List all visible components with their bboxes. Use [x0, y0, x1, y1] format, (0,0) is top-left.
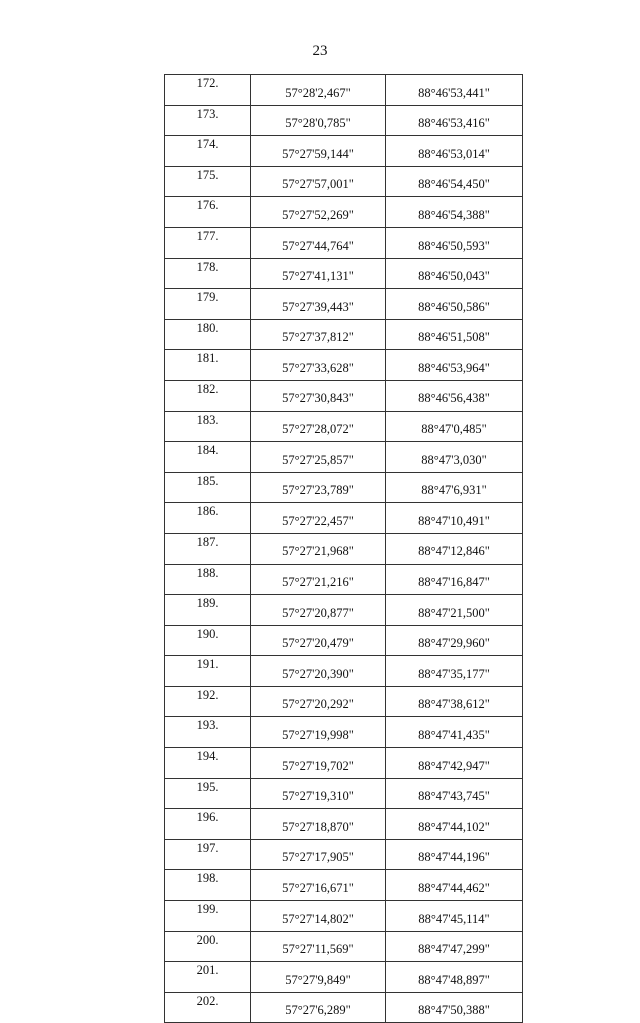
point-number-cell: 179. — [165, 289, 251, 320]
longitude-cell: 88°47'43,745" — [386, 778, 523, 809]
latitude-cell: 57°27'16,671" — [251, 870, 386, 901]
latitude-cell: 57°27'39,443" — [251, 289, 386, 320]
table-row — [165, 472, 523, 503]
table-row — [165, 870, 523, 901]
point-number-cell: 188. — [165, 564, 251, 595]
latitude-cell: 57°27'11,569" — [251, 931, 386, 962]
latitude-cell: 57°27'59,144" — [251, 136, 386, 167]
table-row — [165, 136, 523, 167]
latitude-cell: 57°27'21,216" — [251, 564, 386, 595]
longitude-cell: 88°46'56,438" — [386, 380, 523, 411]
point-number-cell: 192. — [165, 686, 251, 717]
table-row — [165, 839, 523, 870]
latitude-cell: 57°27'19,998" — [251, 717, 386, 748]
table-row — [165, 197, 523, 228]
table-row — [165, 166, 523, 197]
table-row — [165, 227, 523, 258]
table-row — [165, 442, 523, 473]
latitude-cell: 57°27'18,870" — [251, 809, 386, 840]
latitude-cell: 57°27'33,628" — [251, 350, 386, 381]
table-row — [165, 778, 523, 809]
longitude-cell: 88°46'54,388" — [386, 197, 523, 228]
longitude-cell: 88°47'44,102" — [386, 809, 523, 840]
point-number-cell: 174. — [165, 136, 251, 167]
point-number-cell: 178. — [165, 258, 251, 289]
table-row — [165, 595, 523, 626]
longitude-cell: 88°47'16,847" — [386, 564, 523, 595]
table-row — [165, 901, 523, 932]
table-row — [165, 564, 523, 595]
latitude-cell: 57°27'30,843" — [251, 380, 386, 411]
latitude-cell: 57°27'20,390" — [251, 656, 386, 687]
longitude-cell: 88°46'50,586" — [386, 289, 523, 320]
point-number-cell: 177. — [165, 227, 251, 258]
point-number-cell: 199. — [165, 901, 251, 932]
longitude-cell: 88°47'35,177" — [386, 656, 523, 687]
coordinates-table — [164, 74, 523, 1023]
longitude-cell: 88°47'45,114" — [386, 901, 523, 932]
longitude-cell: 88°46'54,450" — [386, 166, 523, 197]
table-row — [165, 503, 523, 534]
longitude-cell: 88°46'53,441" — [386, 75, 523, 106]
table-row — [165, 656, 523, 687]
latitude-cell: 57°27'20,292" — [251, 686, 386, 717]
latitude-cell: 57°27'19,702" — [251, 748, 386, 779]
point-number-cell: 202. — [165, 992, 251, 1023]
point-number-cell: 201. — [165, 962, 251, 993]
page-number: 23 — [312, 43, 328, 59]
latitude-cell: 57°27'6,289" — [251, 992, 386, 1023]
longitude-cell: 88°47'6,931" — [386, 472, 523, 503]
point-number-cell: 193. — [165, 717, 251, 748]
latitude-cell: 57°27'9,849" — [251, 962, 386, 993]
point-number-cell: 196. — [165, 809, 251, 840]
longitude-cell: 88°46'53,416" — [386, 105, 523, 136]
point-number-cell: 191. — [165, 656, 251, 687]
longitude-cell: 88°46'51,508" — [386, 319, 523, 350]
point-number-cell: 181. — [165, 350, 251, 381]
point-number-cell: 195. — [165, 778, 251, 809]
table-row — [165, 350, 523, 381]
point-number-cell: 175. — [165, 166, 251, 197]
point-number-cell: 173. — [165, 105, 251, 136]
table-row — [165, 686, 523, 717]
coordinates-table-body — [165, 75, 523, 1023]
longitude-cell: 88°47'3,030" — [386, 442, 523, 473]
latitude-cell: 57°27'19,310" — [251, 778, 386, 809]
point-number-cell: 186. — [165, 503, 251, 534]
longitude-cell: 88°47'12,846" — [386, 533, 523, 564]
longitude-cell: 88°47'29,960" — [386, 625, 523, 656]
latitude-cell: 57°27'21,968" — [251, 533, 386, 564]
point-number-cell: 194. — [165, 748, 251, 779]
table-row — [165, 258, 523, 289]
longitude-cell: 88°47'44,196" — [386, 839, 523, 870]
latitude-cell: 57°27'14,802" — [251, 901, 386, 932]
table-row — [165, 748, 523, 779]
longitude-cell: 88°46'53,964" — [386, 350, 523, 381]
point-number-cell: 183. — [165, 411, 251, 442]
point-number-cell: 189. — [165, 595, 251, 626]
latitude-cell: 57°27'57,001" — [251, 166, 386, 197]
point-number-cell: 198. — [165, 870, 251, 901]
longitude-cell: 88°47'47,299" — [386, 931, 523, 962]
table-row — [165, 411, 523, 442]
point-number-cell: 172. — [165, 75, 251, 106]
point-number-cell: 190. — [165, 625, 251, 656]
longitude-cell: 88°47'21,500" — [386, 595, 523, 626]
table-row — [165, 962, 523, 993]
longitude-cell: 88°47'10,491" — [386, 503, 523, 534]
latitude-cell: 57°27'52,269" — [251, 197, 386, 228]
longitude-cell: 88°47'41,435" — [386, 717, 523, 748]
table-row — [165, 289, 523, 320]
latitude-cell: 57°27'28,072" — [251, 411, 386, 442]
table-row — [165, 75, 523, 106]
point-number-cell: 180. — [165, 319, 251, 350]
longitude-cell: 88°47'50,388" — [386, 992, 523, 1023]
table-row — [165, 380, 523, 411]
longitude-cell: 88°47'48,897" — [386, 962, 523, 993]
point-number-cell: 176. — [165, 197, 251, 228]
point-number-cell: 182. — [165, 380, 251, 411]
point-number-cell: 200. — [165, 931, 251, 962]
longitude-cell: 88°46'50,593" — [386, 227, 523, 258]
longitude-cell: 88°47'38,612" — [386, 686, 523, 717]
latitude-cell: 57°27'41,131" — [251, 258, 386, 289]
latitude-cell: 57°27'25,857" — [251, 442, 386, 473]
longitude-cell: 88°47'42,947" — [386, 748, 523, 779]
table-row — [165, 319, 523, 350]
table-row — [165, 809, 523, 840]
table-row — [165, 717, 523, 748]
table-row — [165, 625, 523, 656]
latitude-cell: 57°27'20,877" — [251, 595, 386, 626]
point-number-cell: 187. — [165, 533, 251, 564]
point-number-cell: 184. — [165, 442, 251, 473]
table-row — [165, 992, 523, 1023]
table-row — [165, 105, 523, 136]
longitude-cell: 88°47'44,462" — [386, 870, 523, 901]
latitude-cell: 57°27'37,812" — [251, 319, 386, 350]
table-row — [165, 533, 523, 564]
latitude-cell: 57°27'20,479" — [251, 625, 386, 656]
latitude-cell: 57°28'0,785" — [251, 105, 386, 136]
latitude-cell: 57°27'22,457" — [251, 503, 386, 534]
point-number-cell: 197. — [165, 839, 251, 870]
longitude-cell: 88°46'53,014" — [386, 136, 523, 167]
longitude-cell: 88°46'50,043" — [386, 258, 523, 289]
longitude-cell: 88°47'0,485" — [386, 411, 523, 442]
latitude-cell: 57°28'2,467" — [251, 75, 386, 106]
table-row — [165, 931, 523, 962]
latitude-cell: 57°27'44,764" — [251, 227, 386, 258]
point-number-cell: 185. — [165, 472, 251, 503]
latitude-cell: 57°27'23,789" — [251, 472, 386, 503]
latitude-cell: 57°27'17,905" — [251, 839, 386, 870]
